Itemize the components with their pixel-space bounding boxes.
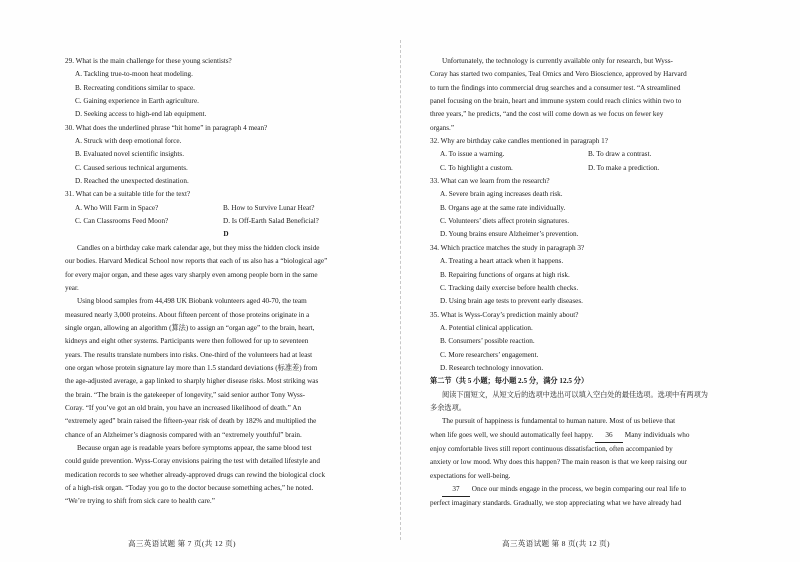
answer-option: B. Recreating conditions similar to space. xyxy=(75,83,195,92)
option-text: C. To highlight a custom. xyxy=(440,163,513,172)
answer-option: D. Young brains ensure Alzheimer’s prevention. xyxy=(440,230,579,239)
passage-line: could guide prevention. Wyss-Coray envisions pairing the test with detailed lifestyle and xyxy=(65,457,320,466)
option-text: A. To issue a warning. xyxy=(440,150,505,159)
answer-option: B. Consumers’ possible reaction. xyxy=(440,337,535,346)
right-page-footer: 高三英语试题 第 8 页(共 12 页) xyxy=(502,539,610,548)
answer-option: C. Caused serious technical arguments. xyxy=(75,163,188,172)
question-stem: 35. What is Wyss-Coray’s prediction mainly about? xyxy=(430,310,579,319)
question-stem: 29. What is the main challenge for these young scientists? xyxy=(65,57,232,65)
section-heading: 第二节（共 5 小题；每小题 2.5 分，满分 12.5 分） xyxy=(430,377,589,386)
question-stem: 30. What does the underlined phrase “hit home” in paragraph 4 mean? xyxy=(65,123,268,132)
answer-option: A. Struck with deep emotional force. xyxy=(75,137,182,146)
answer-option: D. Reached the unexpected destination. xyxy=(75,177,189,186)
left-page-footer: 高三英语试题 第 7 页(共 12 页) xyxy=(128,539,236,548)
option-text: D. Is Off-Earth Salad Beneficial? xyxy=(223,217,319,226)
passage-line: three years,” he predicts, “and the cost will come down as we focus on fewer key xyxy=(430,110,664,119)
question-stem: 34. Which practice matches the study in paragraph 3? xyxy=(430,243,585,252)
passage-line: Candles on a birthday cake mark calendar age, but they miss the hidden clock inside xyxy=(77,243,320,252)
passage-line: organs.” xyxy=(430,123,455,132)
passage-line: perfect imaginary standards. Gradually, we stop appreciating what we have already had xyxy=(430,499,682,508)
passage-text: Many individuals who xyxy=(624,430,690,439)
right-page xyxy=(400,0,800,562)
answer-option: D. Seeking access to high-end lab equipment. xyxy=(75,110,207,119)
passage-line: measured nearly 3,000 proteins. About fifteen percent of those proteins originate in a xyxy=(65,310,310,319)
section-heading: D xyxy=(223,230,229,239)
answer-blank: 37 xyxy=(442,483,470,497)
passage-line: Unfortunately, the technology is currently available only for research, but Wyss- xyxy=(442,57,673,65)
answer-option: C. Tracking daily exercise before health checks. xyxy=(440,283,579,292)
right-page-content xyxy=(430,55,765,511)
answer-option: B. Repairing functions of organs at high risk. xyxy=(440,270,570,279)
answer-blank: 36 xyxy=(595,429,623,443)
passage-line: year. xyxy=(65,283,79,292)
option-row xyxy=(430,162,765,175)
passage-line: of a high-risk organ. “Today you go to the doctor because something aches,” he noted. xyxy=(65,484,314,492)
passage-line: The pursuit of happiness is fundamental to human nature. Most of us believe that xyxy=(442,417,676,426)
passage-line: kidneys and eight other systems. Participants were then followed for up to seventeen xyxy=(65,337,309,346)
answer-option: A. Potential clinical application. xyxy=(440,323,533,332)
question-stem: 33. What can we learn from the research? xyxy=(430,177,550,186)
passage-line: “We’re trying to shift from sick care to health care.” xyxy=(65,497,215,506)
passage-line: “extremely aged” brain raised the fifteen-year risk of death by 182% and multiplied the xyxy=(65,417,317,426)
passage-line: the brain. “The brain is the gatekeeper of longevity,” said senior author Tony Wyss- xyxy=(65,390,306,399)
passage-line: one organ whose protein signature lay more than 1.5 standard deviations (标准差) from xyxy=(65,363,318,372)
passage-line: Coray has started two companies, Teal Omics and Vero Bioscience, approved by Harvard xyxy=(430,70,687,79)
passage-line: panel focusing on the brain, heart and immune system could reach clinics within two to xyxy=(430,97,682,106)
passage-line: our bodies. Harvard Medical School now reports that each of us also has a “biological age” xyxy=(65,257,328,266)
option-text: D. To make a prediction. xyxy=(588,163,660,172)
answer-option: B. Organs age at the same rate individually. xyxy=(440,203,566,212)
question-stem: 32. Why are birthday cake candles mentioned in paragraph 1? xyxy=(430,137,608,146)
passage-line: Using blood samples from 44,498 UK Biobank volunteers aged 40-70, the team xyxy=(77,297,307,306)
passage-line: years. The results translate numbers into risks. One-third of the volunteers had at least xyxy=(65,350,313,359)
passage-line: enjoy comfortable lives still report continuous dissatisfaction, often accompanied by xyxy=(430,444,673,453)
answer-option: D. Research technology innovation. xyxy=(440,363,544,372)
option-row xyxy=(65,215,387,228)
answer-option: D. Using brain age tests to prevent early diseases. xyxy=(440,297,583,306)
passage-line: single organ, allowing an algorithm (算法) to assign an “organ age” to the brain, heart, xyxy=(65,323,315,332)
option-text: B. How to Survive Lunar Heat? xyxy=(223,203,315,212)
passage-line: chance of an Alzheimer’s diagnosis compared with an “extremely youthful” brain. xyxy=(65,430,302,439)
option-row xyxy=(430,148,765,161)
passage-text: Once our minds engage in the process, we begin comparing our real life to xyxy=(471,485,687,493)
passage-line: 多余选项。 xyxy=(430,403,466,412)
answer-option: A. Severe brain aging increases death risk. xyxy=(440,190,563,199)
option-row xyxy=(65,202,387,215)
answer-option: C. More researchers’ engagement. xyxy=(440,350,539,359)
passage-line: Coray. “If you’ve got an old brain, you have an increased likelihood of death.” An xyxy=(65,403,302,412)
passage-line-with-blank xyxy=(430,483,765,497)
option-text: B. To draw a contrast. xyxy=(588,150,652,159)
answer-option: C. Gaining experience in Earth agriculture. xyxy=(75,97,199,106)
passage-line: anxiety or low mood. Why does this happen? The main reason is that we keep raising our xyxy=(430,458,688,467)
left-page-content xyxy=(65,55,387,509)
option-text: A. Who Will Farm in Space? xyxy=(75,203,159,212)
question-stem: 31. What can be a suitable title for the text? xyxy=(65,190,191,199)
answer-option: B. Evaluated novel scientific insights. xyxy=(75,150,184,159)
passage-line: medication records to see whether already-approved drugs can rewind the biological clock xyxy=(65,470,326,479)
passage-text: when life goes well, we should automatically feel happy. xyxy=(430,430,594,439)
passage-line: expectations for well-being. xyxy=(430,471,511,480)
passage-line: to turn the findings into commercial drug searches and a consumer test. “A streamlined xyxy=(430,83,681,92)
passage-line-with-blank xyxy=(430,429,765,443)
passage-line: for every major organ, and these ages vary sharply even among people born in the same xyxy=(65,270,318,279)
answer-option: A. Treating a heart attack when it happens. xyxy=(440,257,564,266)
option-text: C. Can Classrooms Feed Moon? xyxy=(75,217,169,226)
answer-option: C. Volunteers’ diets affect protein signatures. xyxy=(440,217,570,226)
answer-option: A. Tackling true-to-moon heat modeling. xyxy=(75,70,193,79)
passage-line: Because organ age is readable years before symptoms appear, the same blood test xyxy=(77,443,312,452)
passage-line: 阅读下面短文，从短文后的选项中选出可以填入空白处的最佳选项。选项中有两项为 xyxy=(442,390,708,399)
passage-line: the age-adjusted average, a gap linked to sharply higher disease risks. Most striking was xyxy=(65,377,319,386)
